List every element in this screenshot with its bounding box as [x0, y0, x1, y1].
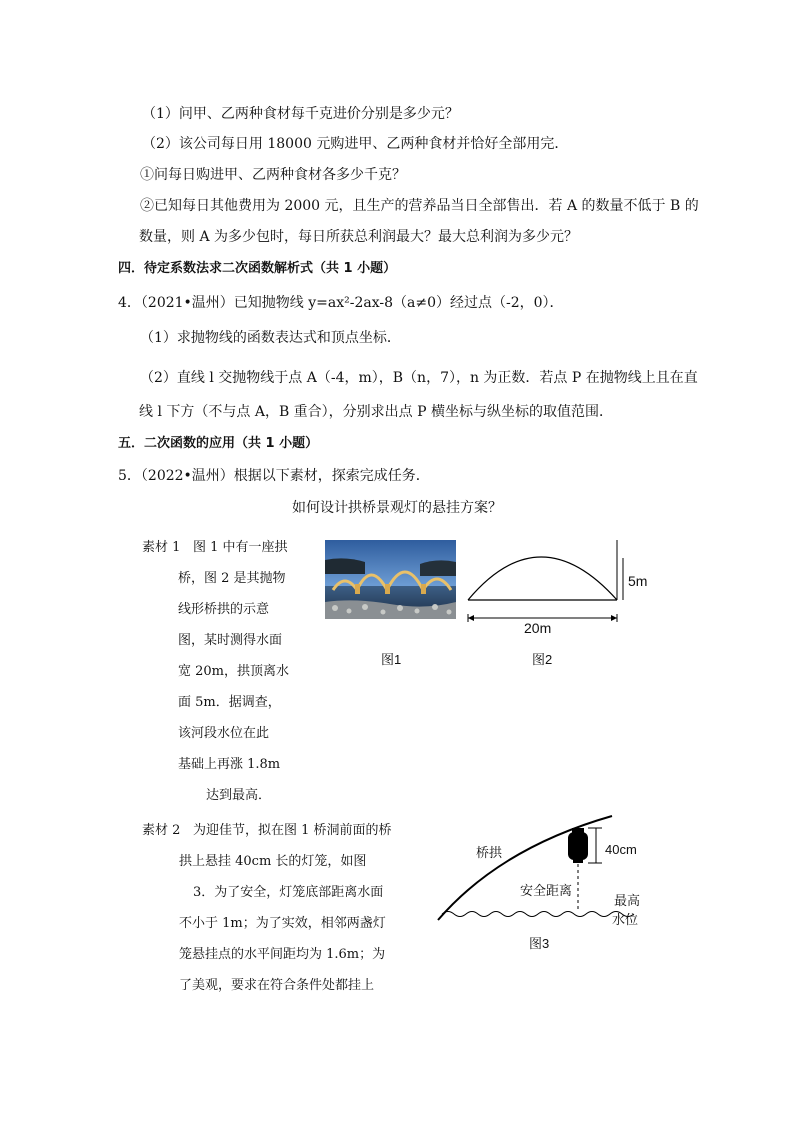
material1-line: 达到最高． — [206, 788, 272, 803]
material2-line: 3．为了安全，灯笼底部距离水面 — [193, 885, 384, 900]
q3-part2b-line1: ②已知每日其他费用为 2000 元，且生产的营养品当日全部售出．若 A 的数量不低于 B 的 — [140, 198, 699, 214]
material1-line: 该河段水位在此 — [178, 726, 270, 741]
material1-line: 宽 20m，拱顶离水 — [178, 664, 290, 679]
material2-label: 素材 2 — [142, 823, 181, 838]
q3-part1: （1）问甲、乙两种食材每千克进价分别是多少元？ — [142, 106, 459, 122]
material1-line: 图，某时测得水面 — [178, 633, 283, 648]
figure3-lantern-length: 40cm — [605, 842, 637, 857]
bridge-photo — [325, 540, 456, 619]
q4-part2-line2: 线 l 下方（不与点 A，B 重合），分别求出点 P 横坐标与纵坐标的取值范围． — [139, 404, 613, 420]
material2-line: 为迎佳节，拟在图 1 桥洞前面的桥 — [193, 823, 392, 838]
material1-line: 线形桥拱的示意 — [178, 602, 270, 617]
material2-line: 了美观，要求在符合条件处都挂上 — [179, 978, 375, 993]
figure3-safety-label: 安全距离 — [520, 883, 573, 898]
material1-label: 素材 1 — [142, 540, 181, 555]
figure3-caption: 图3 — [529, 936, 550, 951]
bridge-arch-curve — [438, 816, 612, 920]
lantern-icon — [568, 828, 588, 863]
section-4-heading: 四．待定系数法求二次函数解析式（共 1 小题） — [118, 261, 397, 276]
figure2-height-label: 5m — [628, 573, 648, 589]
figure3-water-label-2: 水位 — [612, 912, 639, 927]
figure2-parabola-diagram — [460, 528, 660, 668]
q5-stem: 5．（2022•温州）根据以下素材，探索完成任务． — [118, 468, 430, 484]
material2-line: 拱上悬挂 40cm 长的灯笼，如图 — [179, 854, 367, 869]
q4-part2-line1: （2）直线 l 交抛物线于点 A（-4，m），B（n，7），n 为正数．若点 P 在抛物线上且在直 — [140, 370, 698, 386]
material1-line: 桥，图 2 是其抛物 — [178, 571, 286, 586]
q3-part2b-line2: 数量，则 A 为多少包时，每日所获总利润最大？最大总利润为多少元？ — [139, 229, 579, 245]
material2-line: 不小于 1m；为了实效，相邻两盏灯 — [179, 916, 386, 931]
figure2-caption: 图2 — [532, 652, 553, 667]
material2-line: 笼悬挂点的水平间距均为 1.6m；为 — [179, 947, 386, 962]
figure2-width-label: 20m — [524, 620, 552, 636]
q4-stem: 4．（2021•温州）已知抛物线 y=ax²-2ax-8（a≠0）经过点（-2，0）． — [118, 295, 564, 311]
figure3-water-label-1: 最高 — [614, 893, 641, 908]
section-5-heading: 五．二次函数的应用（共 1 小题） — [118, 436, 319, 451]
q3-part2: （2）该公司每日用 18000 元购进甲、乙两种食材并恰好全部用完． — [142, 136, 569, 152]
material1-line: 图 1 中有一座拱 — [193, 540, 288, 555]
material1-line: 面 5m．据调查， — [178, 695, 281, 710]
arch-curve — [468, 557, 617, 600]
task-title: 如何设计拱桥景观灯的悬挂方案？ — [292, 500, 502, 516]
figure1-caption: 图1 — [381, 652, 402, 667]
material1-line: 基础上再涨 1.8m — [178, 757, 281, 772]
q4-part1: （1）求抛物线的函数表达式和顶点坐标． — [140, 330, 401, 346]
water-level-wave — [442, 912, 634, 917]
figure3-arch-label: 桥拱 — [476, 845, 503, 860]
bridge-photo-illustration — [325, 540, 456, 619]
q3-part2a: ①问每日购进甲、乙两种食材各多少千克？ — [140, 167, 406, 183]
